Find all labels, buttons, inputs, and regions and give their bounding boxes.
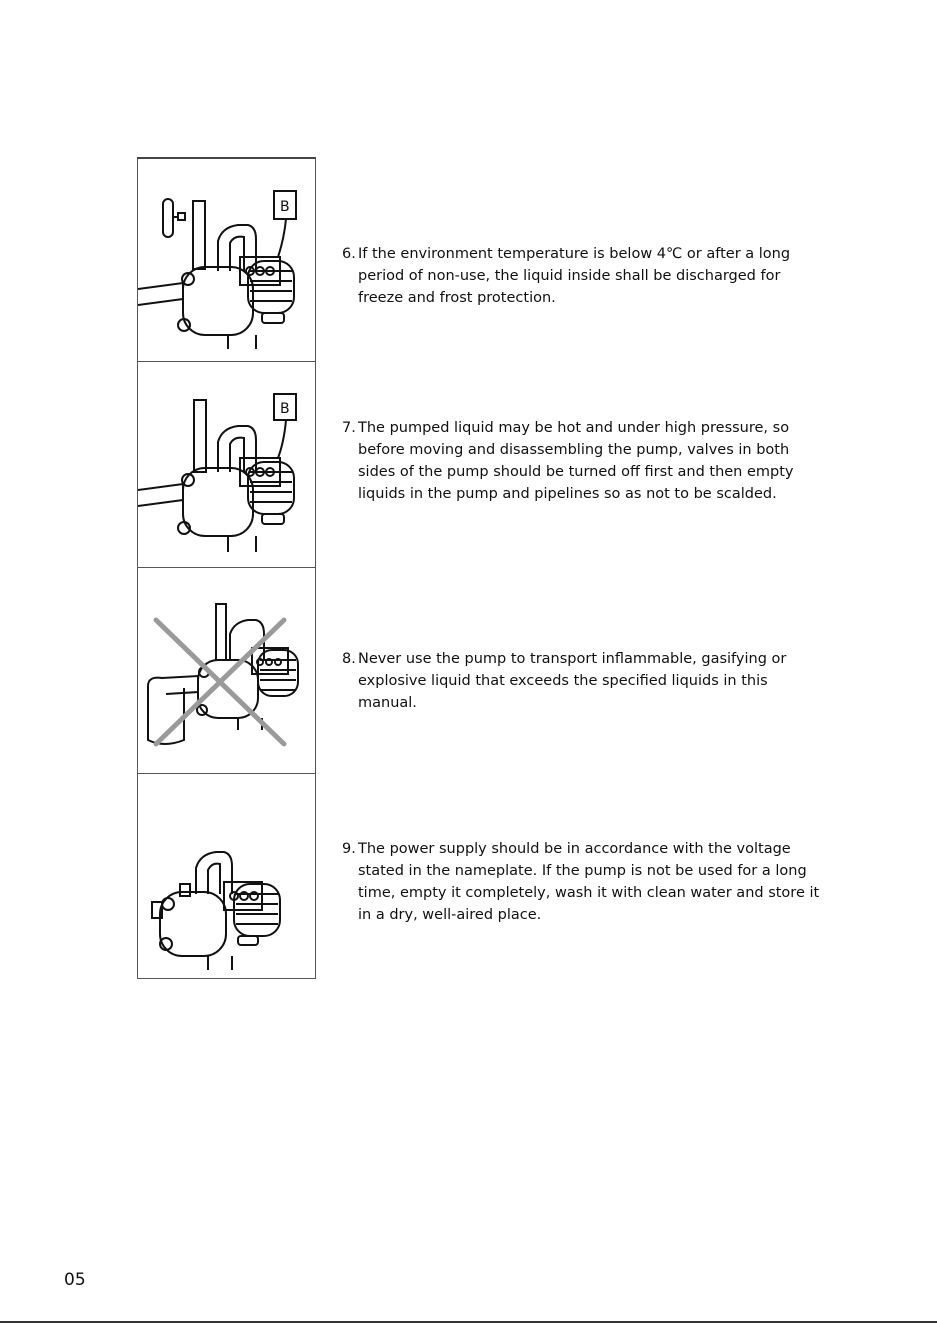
instruction-item-8 bbox=[342, 648, 822, 714]
item-number: 9. bbox=[342, 841, 356, 857]
pump-hot-liquid-illustration bbox=[138, 362, 315, 567]
illustration-panel-storage bbox=[137, 773, 316, 979]
item-number: 8. bbox=[342, 651, 356, 667]
item-text: Never use the pump to transport inflammable, gasifying or explosive liquid that exceeds the specified liquids in this manual. bbox=[358, 651, 787, 711]
item-text: If the environment temperature is below 4℃ or after a long period of non-use, the liquid inside shall be discharged for freeze and frost protection. bbox=[358, 246, 791, 306]
svg-text:B: B bbox=[280, 401, 290, 417]
illustration-panel-frost bbox=[137, 157, 316, 363]
illustration-panel-prohibited-liquids bbox=[137, 567, 316, 774]
illustration-panel-hot-liquid bbox=[137, 361, 316, 568]
instruction-item-7 bbox=[342, 417, 822, 505]
instruction-item-6 bbox=[342, 243, 822, 309]
bottom-divider bbox=[0, 1321, 937, 1323]
page-number: 05 bbox=[64, 1270, 86, 1290]
item-number: 7. bbox=[342, 420, 356, 436]
item-number: 6. bbox=[342, 246, 356, 262]
svg-text:B: B bbox=[280, 199, 290, 215]
instruction-item-9 bbox=[342, 838, 822, 926]
pump-prohibited-illustration bbox=[138, 568, 315, 773]
pump-storage-illustration bbox=[138, 774, 315, 978]
item-text: The pumped liquid may be hot and under high pressure, so before moving and disassembling the pump, valves in both sides of the pump should be turned off first and then empty liquids in the pump and pipelines so as not to be scalded. bbox=[358, 420, 794, 502]
item-text: The power supply should be in accordance with the voltage stated in the nameplate. If the pump is not be used for a long time, empty it completely, wash it with clean water and store it in a dry, well-aired place. bbox=[358, 841, 820, 923]
pump-frost-illustration bbox=[138, 159, 315, 362]
